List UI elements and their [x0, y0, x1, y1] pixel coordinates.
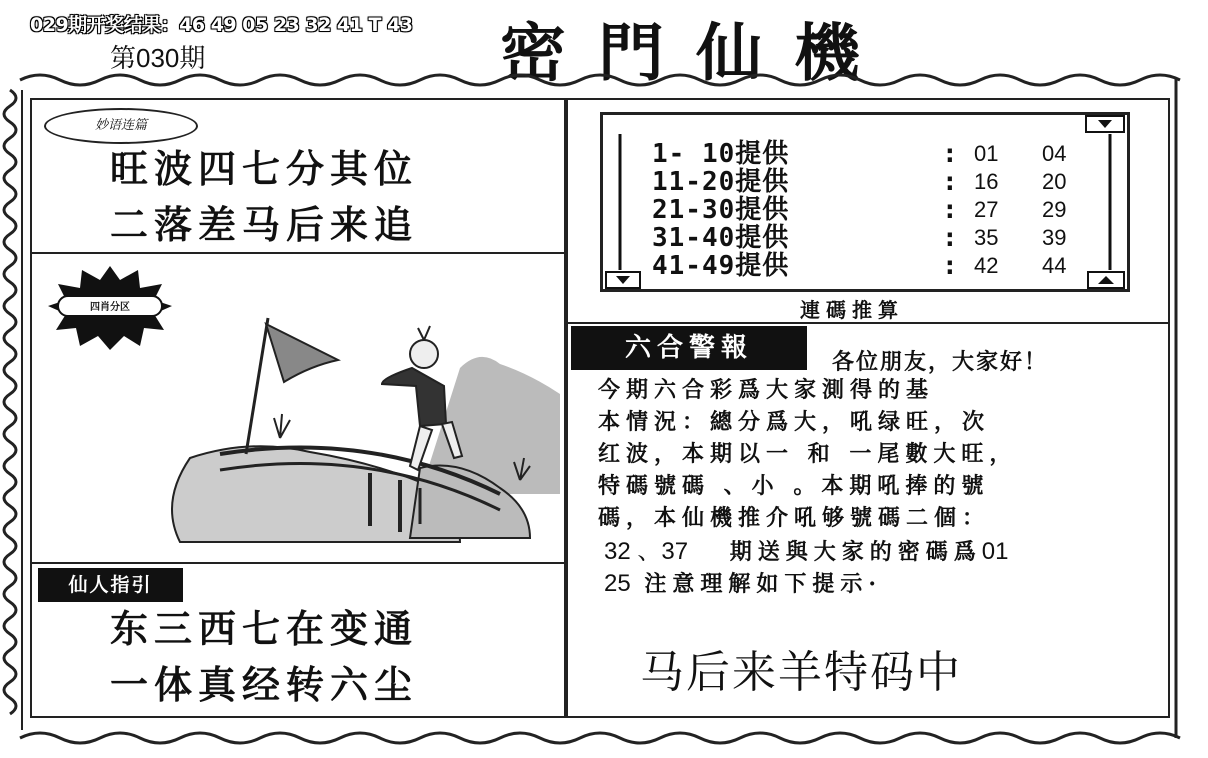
table-row [652, 224, 1112, 252]
row-number-a: 27 [974, 197, 999, 222]
table-row [652, 196, 1112, 224]
alarm-line-6-text: 期送與大家的密碼爲 [729, 539, 982, 565]
row-colon: : [942, 251, 958, 281]
row-colon: : [942, 195, 958, 225]
illustration-badge-label: 四肖分区 [90, 302, 130, 313]
table-row [652, 168, 1112, 196]
row-colon: : [942, 223, 958, 253]
guide-tag: 仙人指引 [38, 568, 183, 602]
alarm-line-6 [604, 536, 1008, 568]
alarm-line-1: 今期六合彩爲大家測得的基 [598, 377, 935, 403]
alarm-line-5: 碼，本仙機推介吼够號碼二個： [598, 505, 991, 531]
last-draw-result: 029期开奖结果：46 49 05 23 32 41 T 43 [30, 14, 413, 36]
row-number-a: 42 [974, 253, 999, 278]
closing-hint: 马后来羊特码中 [640, 647, 962, 698]
row-number-b: 20 [1042, 169, 1067, 194]
alarm-greeting: 各位朋友，大家好！ [832, 350, 1049, 375]
row-label: 41-49提供 [652, 251, 790, 281]
row-number-b: 04 [1042, 141, 1067, 166]
alarm-line-6-end: 01 [981, 538, 1009, 565]
row-number-a: 01 [974, 141, 999, 166]
alarm-line-7-text: 注意理解如下提示· [644, 571, 883, 597]
row-label: 31-40提供 [652, 223, 790, 253]
illustration [40, 258, 560, 558]
row-label: 11-20提供 [652, 167, 790, 197]
alarm-line-7-number: 25 [604, 570, 631, 597]
issue-number: 第030期 [110, 43, 206, 73]
alarm-line-6-numbers: 32 、37 [604, 538, 689, 565]
row-label: 21-30提供 [652, 195, 790, 225]
row-label: 1- 10提供 [652, 139, 790, 169]
row-number-a: 35 [974, 225, 999, 250]
row-number-b: 29 [1042, 197, 1067, 222]
row-number-a: 16 [974, 169, 999, 194]
page-title: 密門仙機 [500, 15, 892, 90]
row-colon: : [942, 167, 958, 197]
verse-line-1: 旺波四七分其位 [110, 146, 419, 191]
alarm-line-7 [604, 568, 882, 600]
table-row [652, 252, 1112, 280]
number-table-caption: 連碼推算 [800, 298, 904, 322]
guide-line-1: 东三西七在变通 [110, 606, 419, 651]
number-table [612, 118, 1120, 290]
row-colon: : [942, 139, 958, 169]
alarm-line-4: 特碼號碼 、小 。本期吼捧的號 [598, 473, 990, 499]
row-number-b: 44 [1042, 253, 1067, 278]
alarm-line-3: 红波，本期以一 和 一尾數大旺， [598, 441, 1018, 467]
verse-tag: 妙语连篇 [44, 108, 198, 144]
alarm-tag: 六合警報 [571, 326, 807, 370]
guide-line-2: 一体真经转六尘 [110, 662, 419, 707]
row-number-b: 39 [1042, 225, 1067, 250]
alarm-line-2: 本情況：總分爲大，吼绿旺，次 [598, 409, 991, 435]
table-row [652, 140, 1112, 168]
verse-line-2: 二落差马后来追 [110, 202, 419, 247]
